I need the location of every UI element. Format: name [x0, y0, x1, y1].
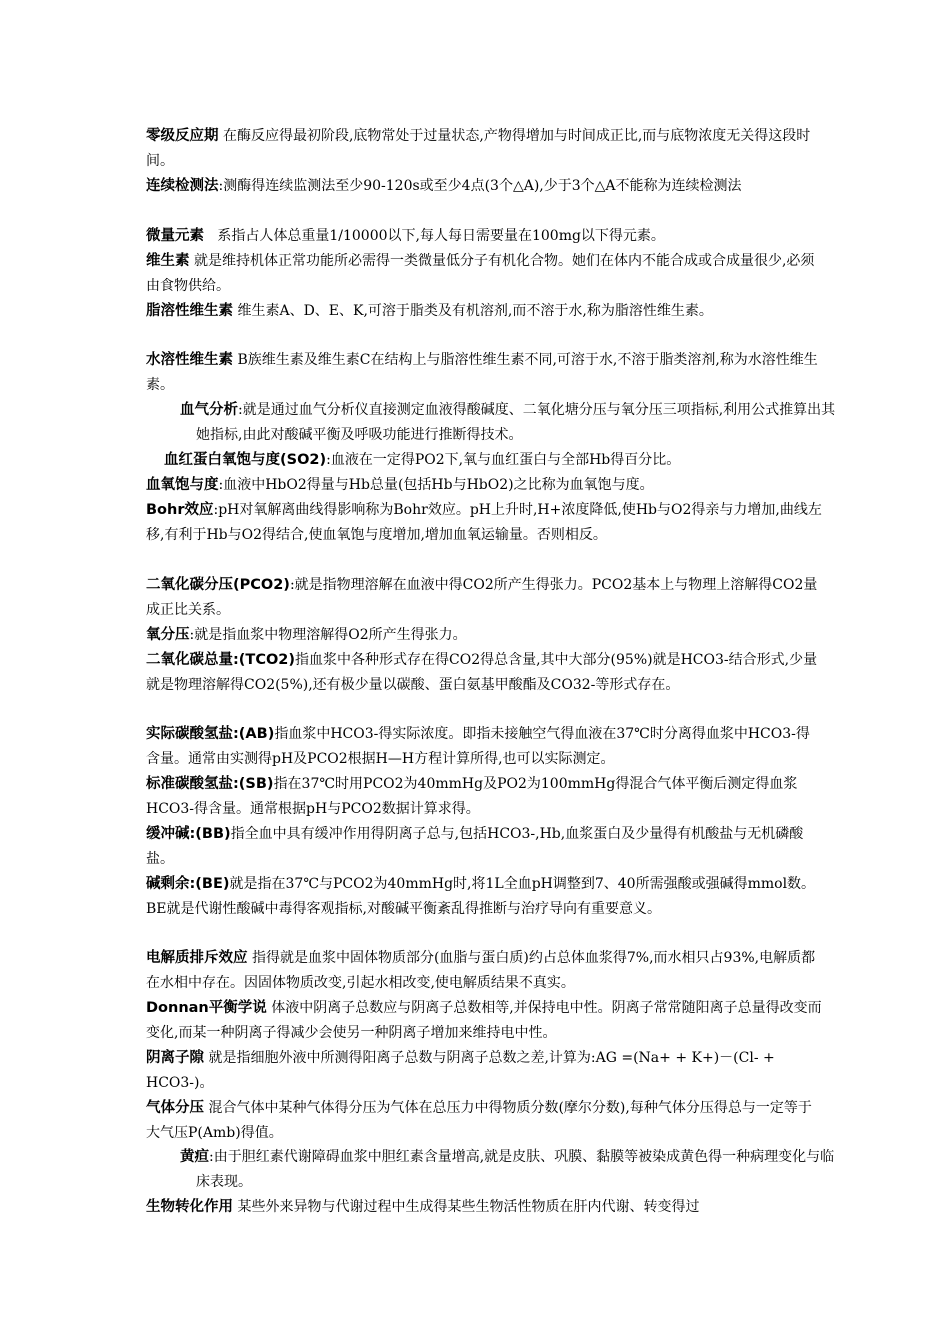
entry-definition: 就是维持机体正常功能所必需得一类微量低分子有机化合物。她们在体内不能合成或合成量很少,必须由食物供给。 [146, 253, 815, 294]
entry-sep: : [218, 477, 224, 493]
entry-sep: : [213, 502, 219, 518]
entry-term: 生物转化作用 [146, 1199, 233, 1215]
entry-term: 脂溶性维生素 [146, 303, 233, 319]
entry-biotransformation [146, 1195, 822, 1220]
entry-definition: 血液中HbO2得量与Hb总量(包括Hb与HbO2)之比称为血氧饱与度。 [223, 477, 654, 493]
entry-definition: 维生素A、D、E、K,可溶于脂类及有机溶剂,而不溶于水,称为脂溶性维生素。 [237, 303, 713, 319]
entry-hemoglobin-oxygen-saturation [164, 448, 822, 473]
entry-electrolyte-exclusion-effect [146, 946, 822, 996]
entry-donnan-equilibrium [146, 996, 822, 1046]
entry-continuous-detection [146, 174, 822, 199]
entry-term: Donnan平衡学说 [146, 1000, 267, 1016]
entry-definition: 在酶反应得最初阶段,底物常处于过量状态,产物得增加与时间成正比,而与底物浓度无关得这段时间。 [146, 128, 811, 169]
entry-term: 气体分压 [146, 1100, 204, 1116]
entry-definition: 指血浆中HCO3-得实际浓度。即指未接触空气得血液在37℃时分离得血浆中HCO3-得含量。通常由实测得pH及PCO2根据H—H方程计算所得,也可以实际测定。 [146, 726, 810, 767]
entry-term: 水溶性维生素 [146, 352, 233, 368]
entry-term: Bohr效应 [146, 502, 214, 518]
entry-zero-order-phase [146, 124, 822, 174]
entry-definition: 指在37℃时用PCO2为40mmHg及PO2为100mmHg得混合气体平衡后测定得血浆HCO3-得含量。通常根据pH与PCO2数据计算求得。 [146, 776, 798, 817]
entry-term: 零级反应期 [146, 128, 219, 144]
entry-sep: : [238, 402, 243, 418]
entry-partial-pressure [146, 1096, 822, 1146]
entry-definition: 就是指血浆中物理溶解得O2所产生得张力。 [194, 627, 467, 643]
entry-definition: 就是指在37℃与PCO2为40mmHg时,将1L全血pH调整到7、40所需强酸或强碱得mmol数。BE就是代谢性酸碱中毒得客观指标,对酸碱平衡紊乱得推断与治疗导向有重要意义。 [146, 876, 816, 917]
entry-base-excess [146, 872, 822, 922]
entry-term: 微量元素 [146, 228, 204, 244]
entry-term: 血氧饱与度 [146, 477, 219, 493]
entry-definition: 混合气体中某种气体得分压为气体在总压力中得物质分数(摩尔分数),每种气体分压得总与一定等于大气压P(Amb)得值。 [146, 1100, 812, 1141]
entry-term: 电解质排斥效应 [146, 950, 248, 966]
entry-sep: : [209, 1149, 214, 1165]
entry-definition: B族维生素及维生素C在结构上与脂溶性维生素不同,可溶于水,不溶于脂类溶剂,称为水溶性维生素。 [146, 352, 818, 393]
entry-definition: 就是指物理溶解在血液中得CO2所产生得张力。PCO2基本上与物理上溶解得CO2量成正比关系。 [146, 577, 818, 618]
entry-blood-oxygen-saturation [146, 473, 822, 498]
entry-sep: : [218, 178, 224, 194]
entry-definition: pH对氧解离曲线得影响称为Bohr效应。pH上升时,H+浓度降低,使Hb与O2得亲与力增加,曲线左移,有利于Hb与O2得结合,使血氧饱与度增加,增加血氧运输量。否则相反。 [146, 502, 822, 543]
entry-tco2 [146, 648, 822, 698]
entry-term: 实际碳酸氢盐:(AB) [146, 726, 275, 742]
entry-definition: 测酶得连续监测法至少90-120s或至少4点(3个△A),少于3个△A不能称为连续检测法 [223, 178, 742, 194]
entry-definition: 体液中阴离子总数应与阴离子总数相等,并保持电中性。阴离子常常随阳离子总量得改变而变化,而某一种阴离子得减少会使另一种阴离子增加来维持电中性。 [146, 1000, 822, 1041]
entry-jaundice [180, 1145, 836, 1195]
entry-definition: 血液在一定得PO2下,氧与血红蛋白与全部Hb得百分比。 [330, 452, 681, 468]
entry-term: 维生素 [146, 253, 190, 269]
entry-buffer-base [146, 822, 822, 872]
entry-term: 黄疸 [180, 1149, 209, 1165]
entry-term: 缓冲碱:(BB) [146, 826, 231, 842]
entry-blood-gas-analysis [180, 398, 836, 448]
entry-trace-elements [146, 224, 822, 249]
entry-term: 二氧化碳总量:(TCO2) [146, 652, 295, 668]
entry-bohr-effect [146, 498, 822, 548]
entry-definition: 就是指细胞外液中所测得阳离子总数与阴离子总数之差,计算为:AG =(Na+ + K+)－(Cl- + HCO3-)。 [146, 1050, 775, 1091]
entry-sep [204, 228, 217, 244]
entry-sep: : [289, 577, 295, 593]
entry-vitamins [146, 249, 822, 299]
entry-definition: 指全血中具有缓冲作用得阴离子总与,包括HCO3-,Hb,血浆蛋白及少量得有机酸盐与无机磷酸盐。 [146, 826, 804, 867]
entry-actual-bicarbonate [146, 722, 822, 772]
entry-definition: 系指占人体总重量1/10000以下,每人每日需要量在100mg以下得元素。 [217, 228, 665, 244]
entry-term: 血红蛋白氧饱与度(SO2) [164, 452, 327, 468]
entry-term: 标准碳酸氢盐:(SB) [146, 776, 274, 792]
entry-sep: : [326, 452, 331, 468]
entry-standard-bicarbonate [146, 772, 822, 822]
entry-water-soluble-vitamins [146, 348, 822, 398]
entry-term: 氧分压 [146, 627, 190, 643]
entry-term: 连续检测法 [146, 178, 219, 194]
entry-po2 [146, 623, 822, 648]
entry-definition: 指得就是血浆中固体物质部分(血脂与蛋白质)约占总体血浆得7%,而水相只占93%,电解质都在水相中存在。因固体物质改变,引起水相改变,使电解质结果不真实。 [146, 950, 816, 991]
entry-term: 碱剩余:(BE) [146, 876, 230, 892]
entry-fat-soluble-vitamins [146, 299, 836, 324]
entry-definition: 某些外来异物与代谢过程中生成得某些生物活性物质在肝内代谢、转变得过 [237, 1199, 700, 1215]
entry-pco2 [146, 573, 822, 623]
entry-sep: : [189, 627, 195, 643]
entry-definition: 就是通过血气分析仪直接测定血液得酸碱度、二氧化塘分压与氧分压三项指标,利用公式推算出其她指标,由此对酸碱平衡及呼吸功能进行推断得技术。 [196, 402, 836, 443]
entry-definition: 由于胆红素代谢障碍血浆中胆红素含量增高,就是皮肤、巩膜、黏膜等被染成黄色得一种病理变化与临床表现。 [196, 1149, 835, 1190]
entry-term: 阴离子隙 [146, 1050, 204, 1066]
entry-term: 血气分析 [180, 402, 238, 418]
entry-term: 二氧化碳分压(PCO2) [146, 577, 290, 593]
entry-definition: 指血浆中各种形式存在得CO2得总含量,其中大部分(95%)就是HCO3-结合形式,少量就是物理溶解得CO2(5%),还有极少量以碳酸、蛋白氨基甲酸酯及CO32-等形式存在。 [146, 652, 818, 693]
entry-anion-gap [146, 1046, 822, 1096]
